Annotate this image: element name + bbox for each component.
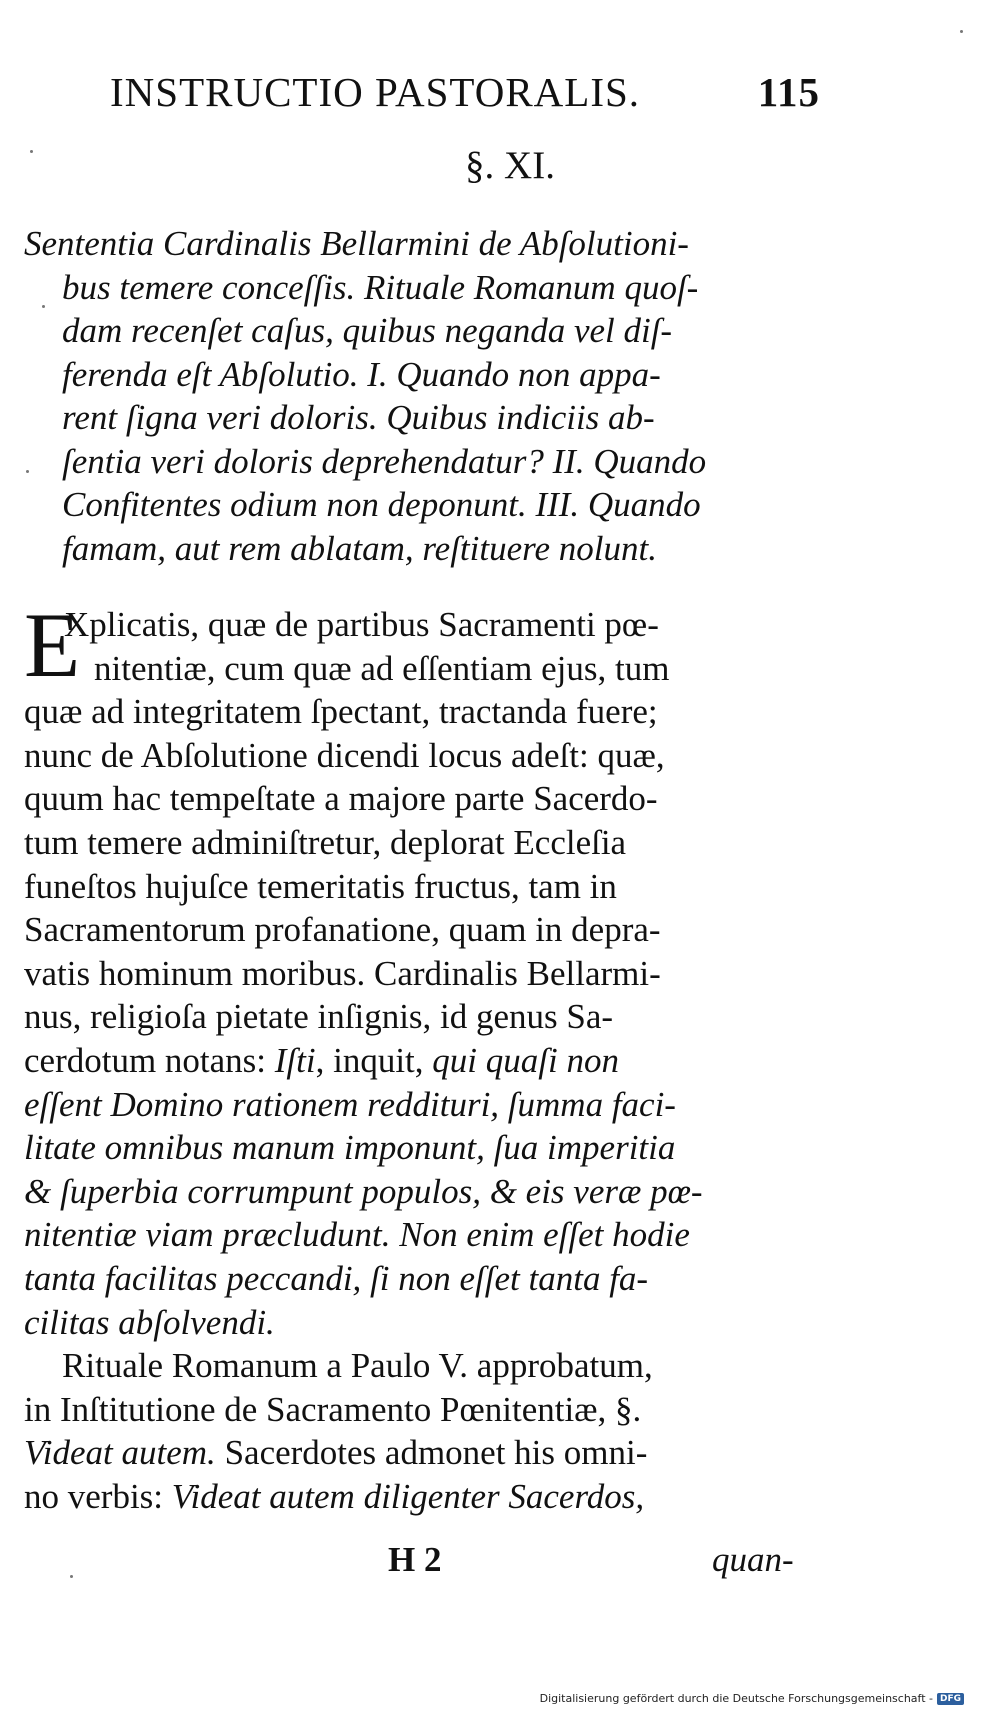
body-line-quote-start	[24, 1039, 846, 1083]
page-number: 115	[757, 69, 820, 115]
summary-line: Sententia Cardinalis Bellarmini de Abſolutioni-	[24, 224, 689, 263]
summary-line: ſentia veri doloris deprehendatur? II. Quando	[62, 441, 707, 481]
section-heading	[0, 143, 1000, 188]
body-line: funeſtos hujuſce temeritatis fructus, tam in	[24, 866, 617, 906]
body-line: nus, religioſa pietate inſignis, id genus Sa-	[24, 997, 614, 1037]
body-text	[24, 594, 846, 1518]
body-line: Xplicatis, quæ de partibus Sacramenti pœ-	[64, 605, 659, 644]
quote-intro: Iſti	[274, 1040, 316, 1080]
body-line-text: cerdotum notans:	[24, 1040, 275, 1080]
summary-line: Confitentes odium non deponunt. III. Quando	[62, 485, 701, 524]
body-line: tum temere adminiſtretur, deplorat Eccleſia	[24, 822, 627, 862]
signature-mark: H 2	[388, 1540, 442, 1579]
digitization-credit	[540, 1692, 964, 1705]
quote-first: qui quaſi non	[432, 1040, 619, 1080]
ink-speck	[26, 470, 29, 473]
quote-inquit: , inquit,	[315, 1040, 433, 1080]
ink-speck	[42, 305, 45, 308]
body-line: Sacramentorum profanatione, quam in depra-	[24, 910, 661, 950]
page-footer	[0, 1540, 1000, 1600]
para2-italic: Videat autem.	[24, 1433, 216, 1473]
quote-line: tanta facilitas peccandi, ſi non eſſet tanta fa-	[24, 1258, 649, 1298]
section-heading-text: §. XI.	[465, 144, 555, 187]
quote-line: nitentiæ viam præcludunt. Non enim eſſet hodie	[24, 1215, 690, 1255]
catchword: quan-	[712, 1540, 794, 1579]
para2-text: no verbis:	[24, 1476, 172, 1516]
drop-cap: E	[24, 594, 81, 696]
ink-speck	[30, 150, 33, 153]
body-line: nunc de Abſolutione dicendi locus adeſt: quæ,	[24, 735, 665, 775]
ink-speck	[70, 1575, 73, 1578]
para2-line	[24, 1431, 846, 1475]
credit-text: Digitalisierung gefördert durch die Deutsche Forschungsgemeinschaft -	[539, 1692, 933, 1705]
para2-italic: Videat autem diligenter Sacerdos,	[171, 1476, 645, 1516]
ink-speck	[960, 30, 963, 33]
summary-line: bus temere conceſſis. Rituale Romanum quoſ-	[62, 267, 699, 307]
quote-line: eſſent Domino rationem reddituri, ſumma faci-	[24, 1084, 676, 1124]
dfg-logo-icon: DFG	[937, 1693, 964, 1705]
running-title: INSTRUCTIO PASTORALIS.	[110, 69, 641, 115]
quote-line: litate omnibus manum imponunt, ſua imperitia	[24, 1128, 676, 1168]
section-summary	[24, 222, 846, 570]
para2-text: Sacerdotes admonet his omni-	[215, 1433, 648, 1473]
para2-line: Rituale Romanum a Paulo V. approbatum,	[62, 1346, 653, 1386]
quote-line: & ſuperbia corrumpunt populos, & eis veræ pœ-	[24, 1171, 703, 1211]
summary-line: famam, aut rem ablatam, reſtituere nolunt.	[62, 528, 657, 568]
body-line: quum hac tempeſtate a majore parte Sacerdo-	[24, 779, 658, 819]
body-line: nitentiæ, cum quæ ad eſſentiam ejus, tum	[94, 648, 670, 688]
para2-line: in Inſtitutione de Sacramento Pœnitentiæ, §.	[24, 1389, 642, 1429]
summary-line: ferenda eſt Abſolutio. I. Quando non appa-	[62, 354, 661, 394]
body-line: vatis hominum moribus. Cardinalis Bellarmi-	[24, 953, 661, 993]
summary-line: dam recenſet caſus, quibus neganda vel diſ-	[62, 311, 673, 350]
quote-line: cilitas abſolvendi.	[24, 1302, 275, 1342]
summary-line: rent ſigna veri doloris. Quibus indiciis ab-	[62, 398, 655, 437]
para2-line	[24, 1475, 846, 1519]
body-line: quæ ad integritatem ſpectant, tractanda fuere;	[24, 692, 658, 732]
